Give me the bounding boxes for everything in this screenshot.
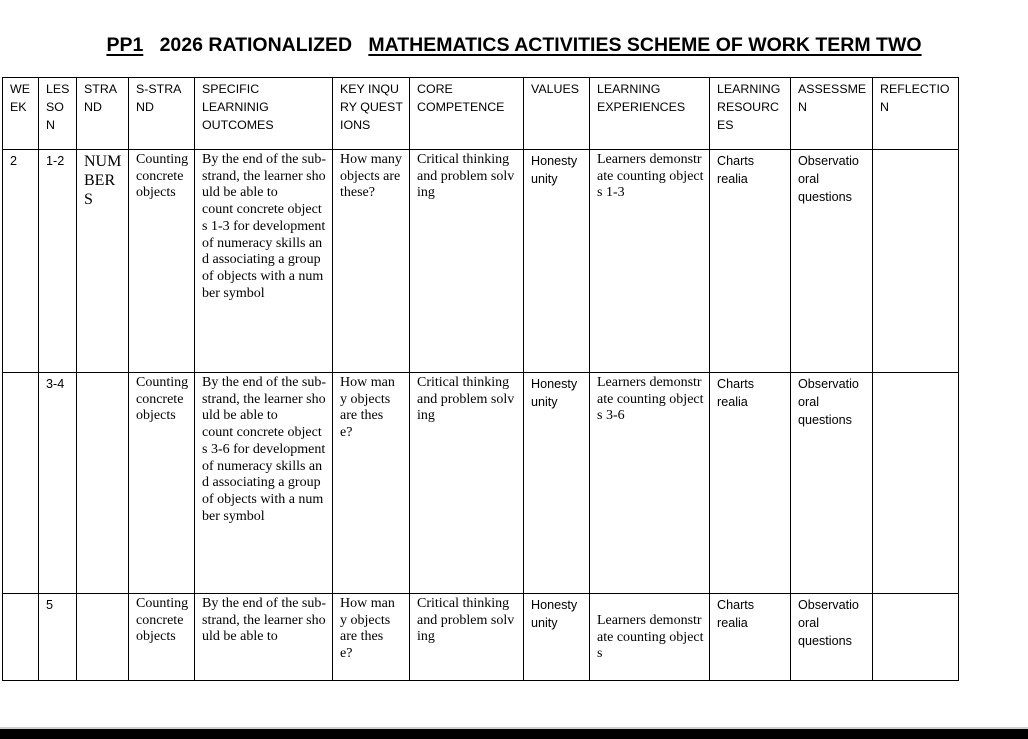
cell-learning-resources: Charts realia [710,594,791,681]
cell-learning-resources: Charts realia [710,150,791,373]
cell-lesson: 3-4 [39,373,77,594]
cell-lesson: 1-2 [39,150,77,373]
cell-assessment: Observatio oral questions [791,594,873,681]
cell-assessment: Observatio oral questions [791,373,873,594]
cell-week [3,373,39,594]
header-sub-strand: S-STRAND [129,78,195,150]
cell-strand: NUMBERS [77,150,129,373]
cell-learning-resources: Charts realia [710,373,791,594]
title-subject: MATHEMATICS ACTIVITIES SCHEME OF WORK TERM TWO [368,34,922,56]
header-row [3,78,959,150]
cell-values: Honesty unity [524,594,590,681]
cell-key-inquiry-question: How many objects are these? [333,594,410,681]
cell-learning-experiences: Learners demonstrate counting objects 3-6 [590,373,710,594]
cell-reflection[interactable] [873,594,959,681]
cell-key-inquiry-question: How many objects are these? [333,373,410,594]
cell-strand [77,594,129,681]
scheme-of-work-table [2,77,959,681]
cell-learning-experiences: Learners demonstrate counting objects [590,594,710,681]
cell-key-inquiry-question: How many objects are these? [333,150,410,373]
cell-specific-learning-outcomes: By the end of the sub-strand, the learner should be able to count concrete objects 3-6 for development of numeracy skills and associating a group of objects with a number symbol [195,373,333,594]
cell-core-competence: Critical thinking and problem solving [410,373,524,594]
cell-assessment: Observatio oral questions [791,150,873,373]
cell-strand [77,373,129,594]
cell-values: Honesty unity [524,373,590,594]
cell-sub-strand: Counting concrete objects [129,150,195,373]
header-specific-learning-outcomes: SPECIFIC LEARNINIG OUTCOMES [195,78,333,150]
page-bottom-bar [0,729,1028,739]
document-title [0,34,1028,57]
header-strand: STRAND [77,78,129,150]
title-class-level: PP1 [106,34,144,56]
cell-week: 2 [3,150,39,373]
header-reflection: REFLECTION [873,78,959,150]
cell-values: Honesty unity [524,150,590,373]
table-row [3,594,959,681]
cell-lesson: 5 [39,594,77,681]
table-row [3,373,959,594]
header-core-competence: CORE COMPETENCE [410,78,524,150]
cell-reflection[interactable] [873,150,959,373]
cell-core-competence: Critical thinking and problem solving [410,150,524,373]
cell-sub-strand: Counting concrete objects [129,594,195,681]
header-key-inquiry-questions: KEY INQURY QUESTIONS [333,78,410,150]
table-row [3,150,959,373]
header-week: WEEK [3,78,39,150]
header-assessment: ASSESSMEN [791,78,873,150]
header-lesson: LESSON [39,78,77,150]
cell-week [3,594,39,681]
cell-reflection[interactable] [873,373,959,594]
header-learning-experiences: LEARNING EXPERIENCES [590,78,710,150]
cell-specific-learning-outcomes: By the end of the sub-strand, the learner should be able to count concrete objects 1-3 for development of numeracy skills and associating a group of objects with a number symbol [195,150,333,373]
cell-core-competence: Critical thinking and problem solving [410,594,524,681]
title-year: 2026 RATIONALIZED [159,34,353,56]
header-values: VALUES [524,78,590,150]
header-learning-resources: LEARNING RESOURCES [710,78,791,150]
cell-learning-experiences: Learners demonstrate counting objects 1-3 [590,150,710,373]
cell-specific-learning-outcomes: By the end of the sub-strand, the learner should be able to [195,594,333,681]
cell-sub-strand: Counting concrete objects [129,373,195,594]
